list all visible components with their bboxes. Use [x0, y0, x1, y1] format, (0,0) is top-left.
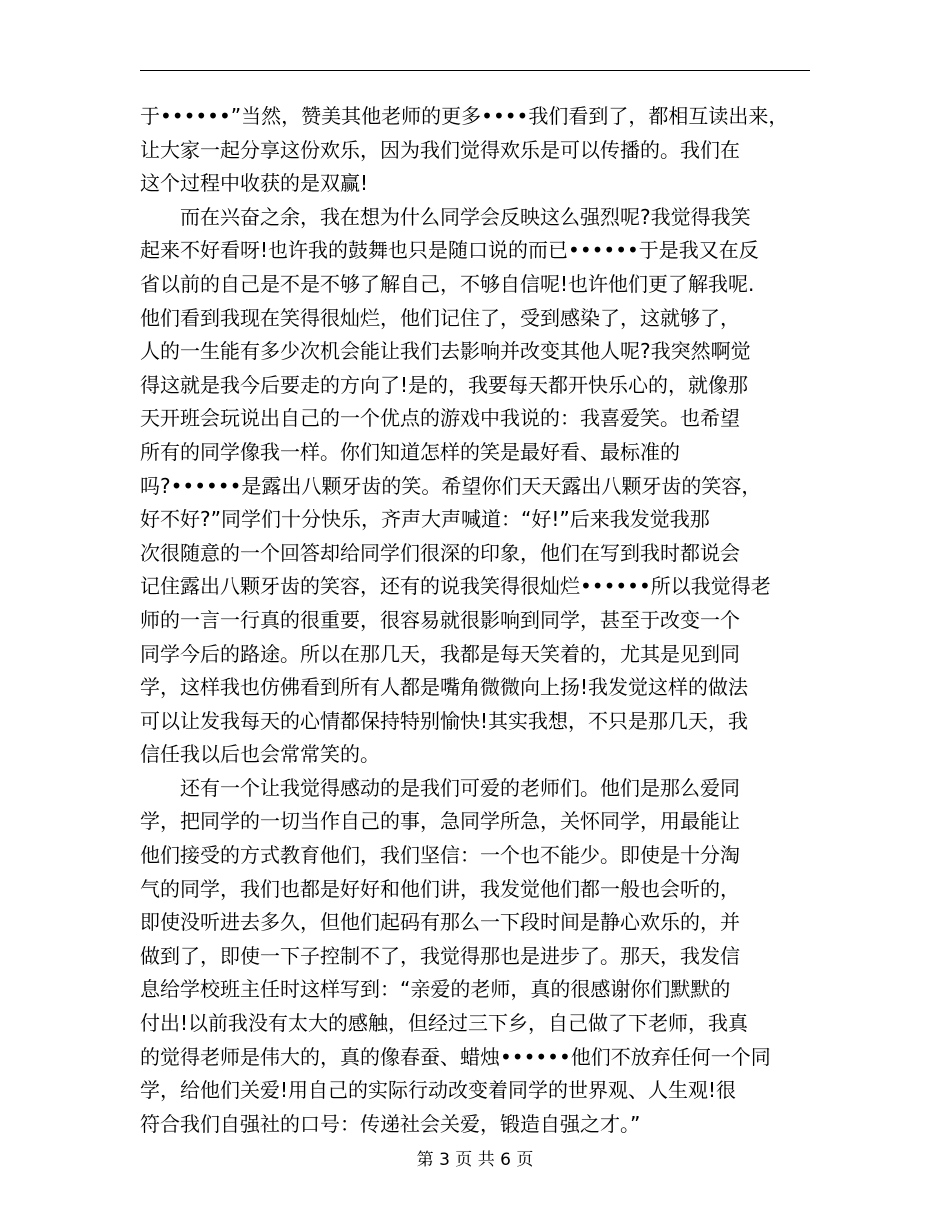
text-line: 他们看到我现在笑得很灿烂，他们记住了，受到感染了，这就够了，	[140, 305, 740, 330]
text-line: 做到了，即使一下子控制不了，我觉得那也是进步了。那天，我发信	[140, 943, 740, 968]
text-line: 所有的同学像我一样。你们知道怎样的笑是最好看、最标准的	[140, 439, 680, 464]
text-line: 即使没听进去多久，但他们起码有那么一下段时间是静心欢乐的，并	[140, 910, 740, 935]
header-rule	[140, 70, 810, 71]
text-line: 信任我以后也会常常笑的。	[140, 742, 380, 767]
text-line: 好不好?”同学们十分快乐，齐声大声喊道：“好!”后来我发觉我那	[140, 507, 710, 532]
text-line: 次很随意的一个回答却给同学们很深的印象，他们在写到我时都说会	[140, 540, 740, 565]
text-line: 省以前的自己是不是不够了解自己，不够自信呢!也许他们更了解我呢.	[140, 271, 755, 296]
text-line: 得这就是我今后要走的方向了!是的，我要每天都开快乐心的，就像那	[140, 372, 749, 397]
text-line: 的觉得老师是伟大的，真的像春蚕、蜡烛••••••他们不放弃任何一个同	[140, 1044, 771, 1069]
text-line: 师的一言一行真的很重要，很容易就很影响到同学，甚至于改变一个	[140, 607, 740, 632]
text-line: 天开班会玩说出自己的一个优点的游戏中我说的：我喜爱笑。也希望	[140, 406, 740, 431]
text-line: 气的同学，我们也都是好好和他们讲，我发觉他们都一般也会听的，	[140, 876, 740, 901]
text-line: 学，给他们关爱!用自己的实际行动改变着同学的世界观、人生观!很	[140, 1078, 737, 1103]
text-line: 这个过程中收获的是双赢!	[140, 171, 369, 196]
text-line: 他们接受的方式教育他们，我们坚信：一个也不能少。即使是十分淘	[140, 843, 740, 868]
text-line: 学，把同学的一切当作自己的事，急同学所急，关怀同学，用最能让	[140, 809, 740, 834]
text-line: 于••••••”当然，赞美其他老师的更多••••我们看到了，都相互读出来，	[140, 104, 789, 128]
text-line: 符合我们自强社的口号：传递社会关爱，锻造自强之才。”	[140, 1111, 641, 1136]
text-line: 记住露出八颗牙齿的笑容，还有的说我笑得很灿烂••••••所以我觉得老	[140, 574, 771, 599]
text-line: 人的一生能有多少次机会能让我们去影响并改变其他人呢?我突然啊觉	[140, 339, 751, 364]
text-line: 可以让发我每天的心情都保持特别愉快!其实我想，不只是那几天，我	[140, 708, 749, 733]
text-line: 让大家一起分享这份欢乐，因为我们觉得欢乐是可以传播的。我们在	[140, 137, 740, 162]
text-line: 息给学校班主任时这样写到：“亲爱的老师，真的很感谢你们默默的	[140, 977, 731, 1002]
document-body	[140, 100, 810, 1141]
text-line: 吗?••••••是露出八颗牙齿的笑。希望你们天天露出八颗牙齿的笑容，	[140, 473, 762, 498]
text-line: 而在兴奋之余，我在想为什么同学会反映这么强烈呢?我觉得我笑	[180, 204, 751, 229]
text-line: 学，这样我也仿佛看到所有人都是嘴角微微向上扬!我发觉这样的做法	[140, 675, 749, 700]
page-number: 第 3 页 共 6 页	[416, 1150, 534, 1170]
text-line: 起来不好看呀!也许我的鼓舞也只是随口说的而已••••••于是我又在反	[140, 238, 759, 263]
text-line: 同学今后的路途。所以在那几天，我都是每天笑着的，尤其是见到同	[140, 641, 740, 666]
text-line: 还有一个让我觉得感动的是我们可爱的老师们。他们是那么爱同	[180, 775, 740, 800]
text-line: 付出!以前我没有太大的感触，但经过三下乡，自己做了下老师，我真	[140, 1011, 749, 1036]
